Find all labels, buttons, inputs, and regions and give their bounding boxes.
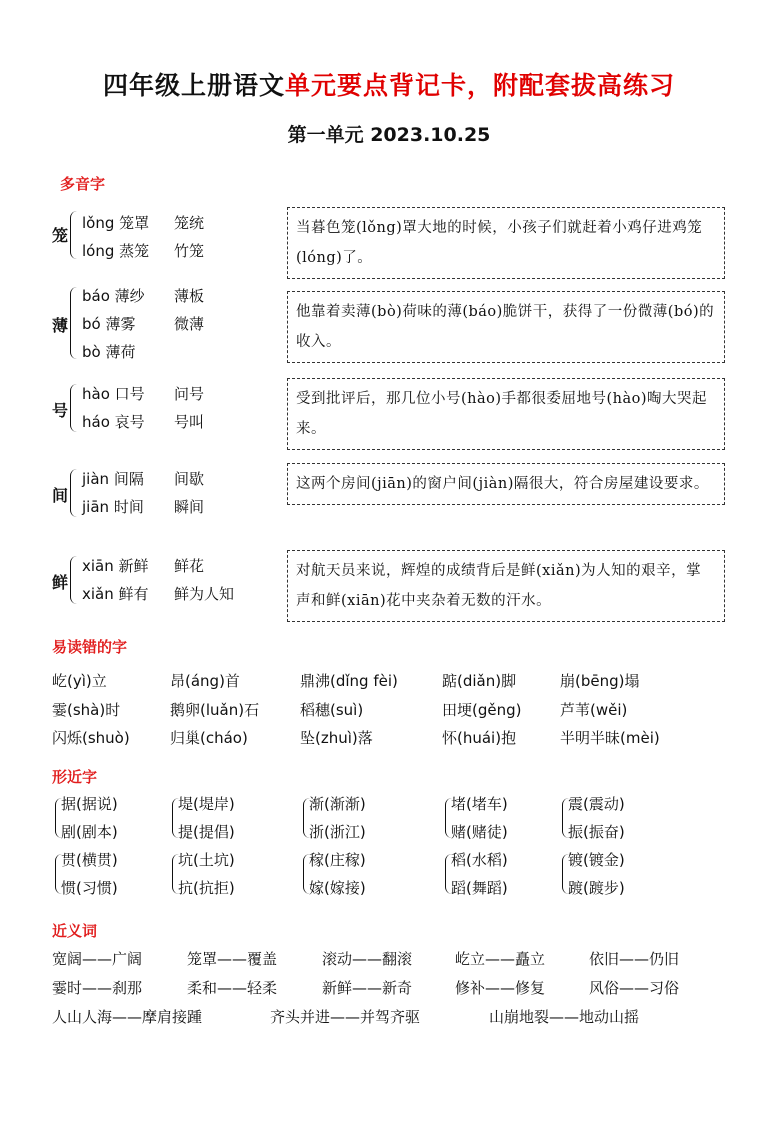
title-red: 单元要点背记卡，附配套拔高练习 (285, 71, 676, 100)
similar-pair: 稼(庄稼) 嫁(嫁接) (309, 851, 366, 897)
polyphonic-char: 间 (52, 486, 69, 505)
misread-item: 归巢(cháo) (170, 729, 248, 747)
synonym-pair: 宽阔——广阔 (52, 950, 143, 968)
example-sentence: 当暮色笼(lǒng)罩大地的时候，小孩子们就赶着小鸡仔进鸡笼(lóng)了。 (287, 207, 725, 279)
reading-line: jiān 时间 瞬间 (82, 498, 205, 516)
similar-pair: 渐(渐渐) 浙(浙江) (309, 795, 366, 841)
polyphonic-entry (52, 283, 722, 363)
polyphonic-char: 薄 (52, 316, 69, 335)
polyphonic-char: 号 (52, 401, 69, 420)
polyphonic-entry (52, 207, 722, 269)
misread-item: 稻穗(suì) (300, 701, 364, 719)
misread-item: 怀(huái)抱 (442, 729, 517, 747)
page-subtitle: 第一单元 2023.10.25 (287, 124, 491, 146)
reading-line: bó 薄雾 微薄 (82, 315, 205, 333)
reading-line: háo 哀号 号叫 (82, 413, 205, 431)
misread-item: 踮(diǎn)脚 (442, 672, 517, 690)
similar-pair: 镀(镀金) 踱(踱步) (568, 851, 625, 897)
example-sentence: 他靠着卖薄(bò)荷味的薄(báo)脆饼干，获得了一份微薄(bó)的收入。 (287, 291, 725, 363)
similar-pair: 堤(堤岸) 提(提倡) (178, 795, 235, 841)
section-polyphonic-label: 多音字 (60, 175, 106, 193)
example-sentence: 对航天员来说，辉煌的成绩背后是鲜(xiǎn)为人知的艰辛，掌声和鲜(xiān)花中夹杂着无数的汗水。 (287, 550, 725, 622)
brace (70, 287, 77, 359)
misread-item: 崩(bēng)塌 (560, 672, 640, 690)
synonym-pair: 滚动——翻滚 (322, 950, 413, 968)
reading-line: jiàn 间隔 间歇 (82, 470, 205, 488)
reading-line: xiān 新鲜 鲜花 (82, 557, 205, 575)
misread-item: 屹(yì)立 (52, 672, 107, 690)
similar-pair: 据(据说) 剧(剧本) (61, 795, 118, 841)
brace (70, 556, 77, 604)
section-similar-label: 形近字 (52, 768, 98, 786)
similar-pair: 稻(水稻) 蹈(舞蹈) (451, 851, 508, 897)
similar-pair: 坑(土坑) 抗(抗拒) (178, 851, 235, 897)
section-misread-label: 易读错的字 (52, 638, 128, 656)
section-synonyms-label: 近义词 (52, 922, 98, 940)
brace (70, 384, 77, 432)
similar-pair: 堵(堵车) 赌(赌徒) (451, 795, 508, 841)
misread-item: 坠(zhuì)落 (300, 729, 373, 747)
reading-line: bò 薄荷 (82, 343, 136, 361)
polyphonic-entry (52, 550, 722, 612)
misread-item: 鼎沸(dǐng fèi) (300, 672, 398, 690)
brace (70, 469, 77, 517)
misread-item: 霎(shà)时 (52, 701, 121, 719)
similar-pair: 震(震动) 振(振奋) (568, 795, 625, 841)
misread-item: 芦苇(wěi) (560, 701, 628, 719)
synonym-pair: 依旧——仍旧 (589, 950, 680, 968)
page-title (0, 66, 778, 102)
misread-item: 鹅卵(luǎn)石 (170, 701, 260, 719)
misread-item: 闪烁(shuò) (52, 729, 130, 747)
synonym-pair: 霎时——刹那 (52, 979, 143, 997)
reading-line: xiǎn 鲜有 鲜为人知 (82, 585, 235, 603)
reading-line: lǒng 笼罩 笼统 (82, 214, 205, 232)
misread-item: 昂(áng)首 (170, 672, 240, 690)
misread-item: 田埂(gěng) (442, 701, 522, 719)
example-sentence: 受到批评后，那几位小号(hào)手都很委屈地号(hào)啕大哭起来。 (287, 378, 725, 450)
synonym-pair: 人山人海——摩肩接踵 (52, 1008, 203, 1026)
synonym-pair: 齐头并进——并驾齐驱 (270, 1008, 421, 1026)
brace (70, 211, 77, 259)
synonym-pair: 风俗——习俗 (589, 979, 680, 997)
reading-line: báo 薄纱 薄板 (82, 287, 205, 305)
polyphonic-entry (52, 463, 722, 525)
polyphonic-entry (52, 378, 722, 440)
synonym-pair: 新鲜——新奇 (322, 979, 413, 997)
misread-item: 半明半昧(mèi) (560, 729, 660, 747)
synonym-pair: 修补——修复 (455, 979, 546, 997)
synonym-pair: 笼罩——覆盖 (187, 950, 278, 968)
synonym-pair: 山崩地裂——地动山摇 (489, 1008, 640, 1026)
polyphonic-char: 笼 (52, 226, 69, 245)
example-sentence: 这两个房间(jiān)的窗户间(jiàn)隔很大，符合房屋建设要求。 (287, 463, 725, 505)
similar-pair: 贯(横贯) 惯(习惯) (61, 851, 118, 897)
polyphonic-char: 鲜 (52, 573, 69, 592)
reading-line: hào 口号 问号 (82, 385, 205, 403)
reading-line: lóng 蒸笼 竹笼 (82, 242, 205, 260)
title-black: 四年级上册语文 (102, 71, 285, 100)
synonym-pair: 屹立——矗立 (455, 950, 546, 968)
synonym-pair: 柔和——轻柔 (187, 979, 278, 997)
